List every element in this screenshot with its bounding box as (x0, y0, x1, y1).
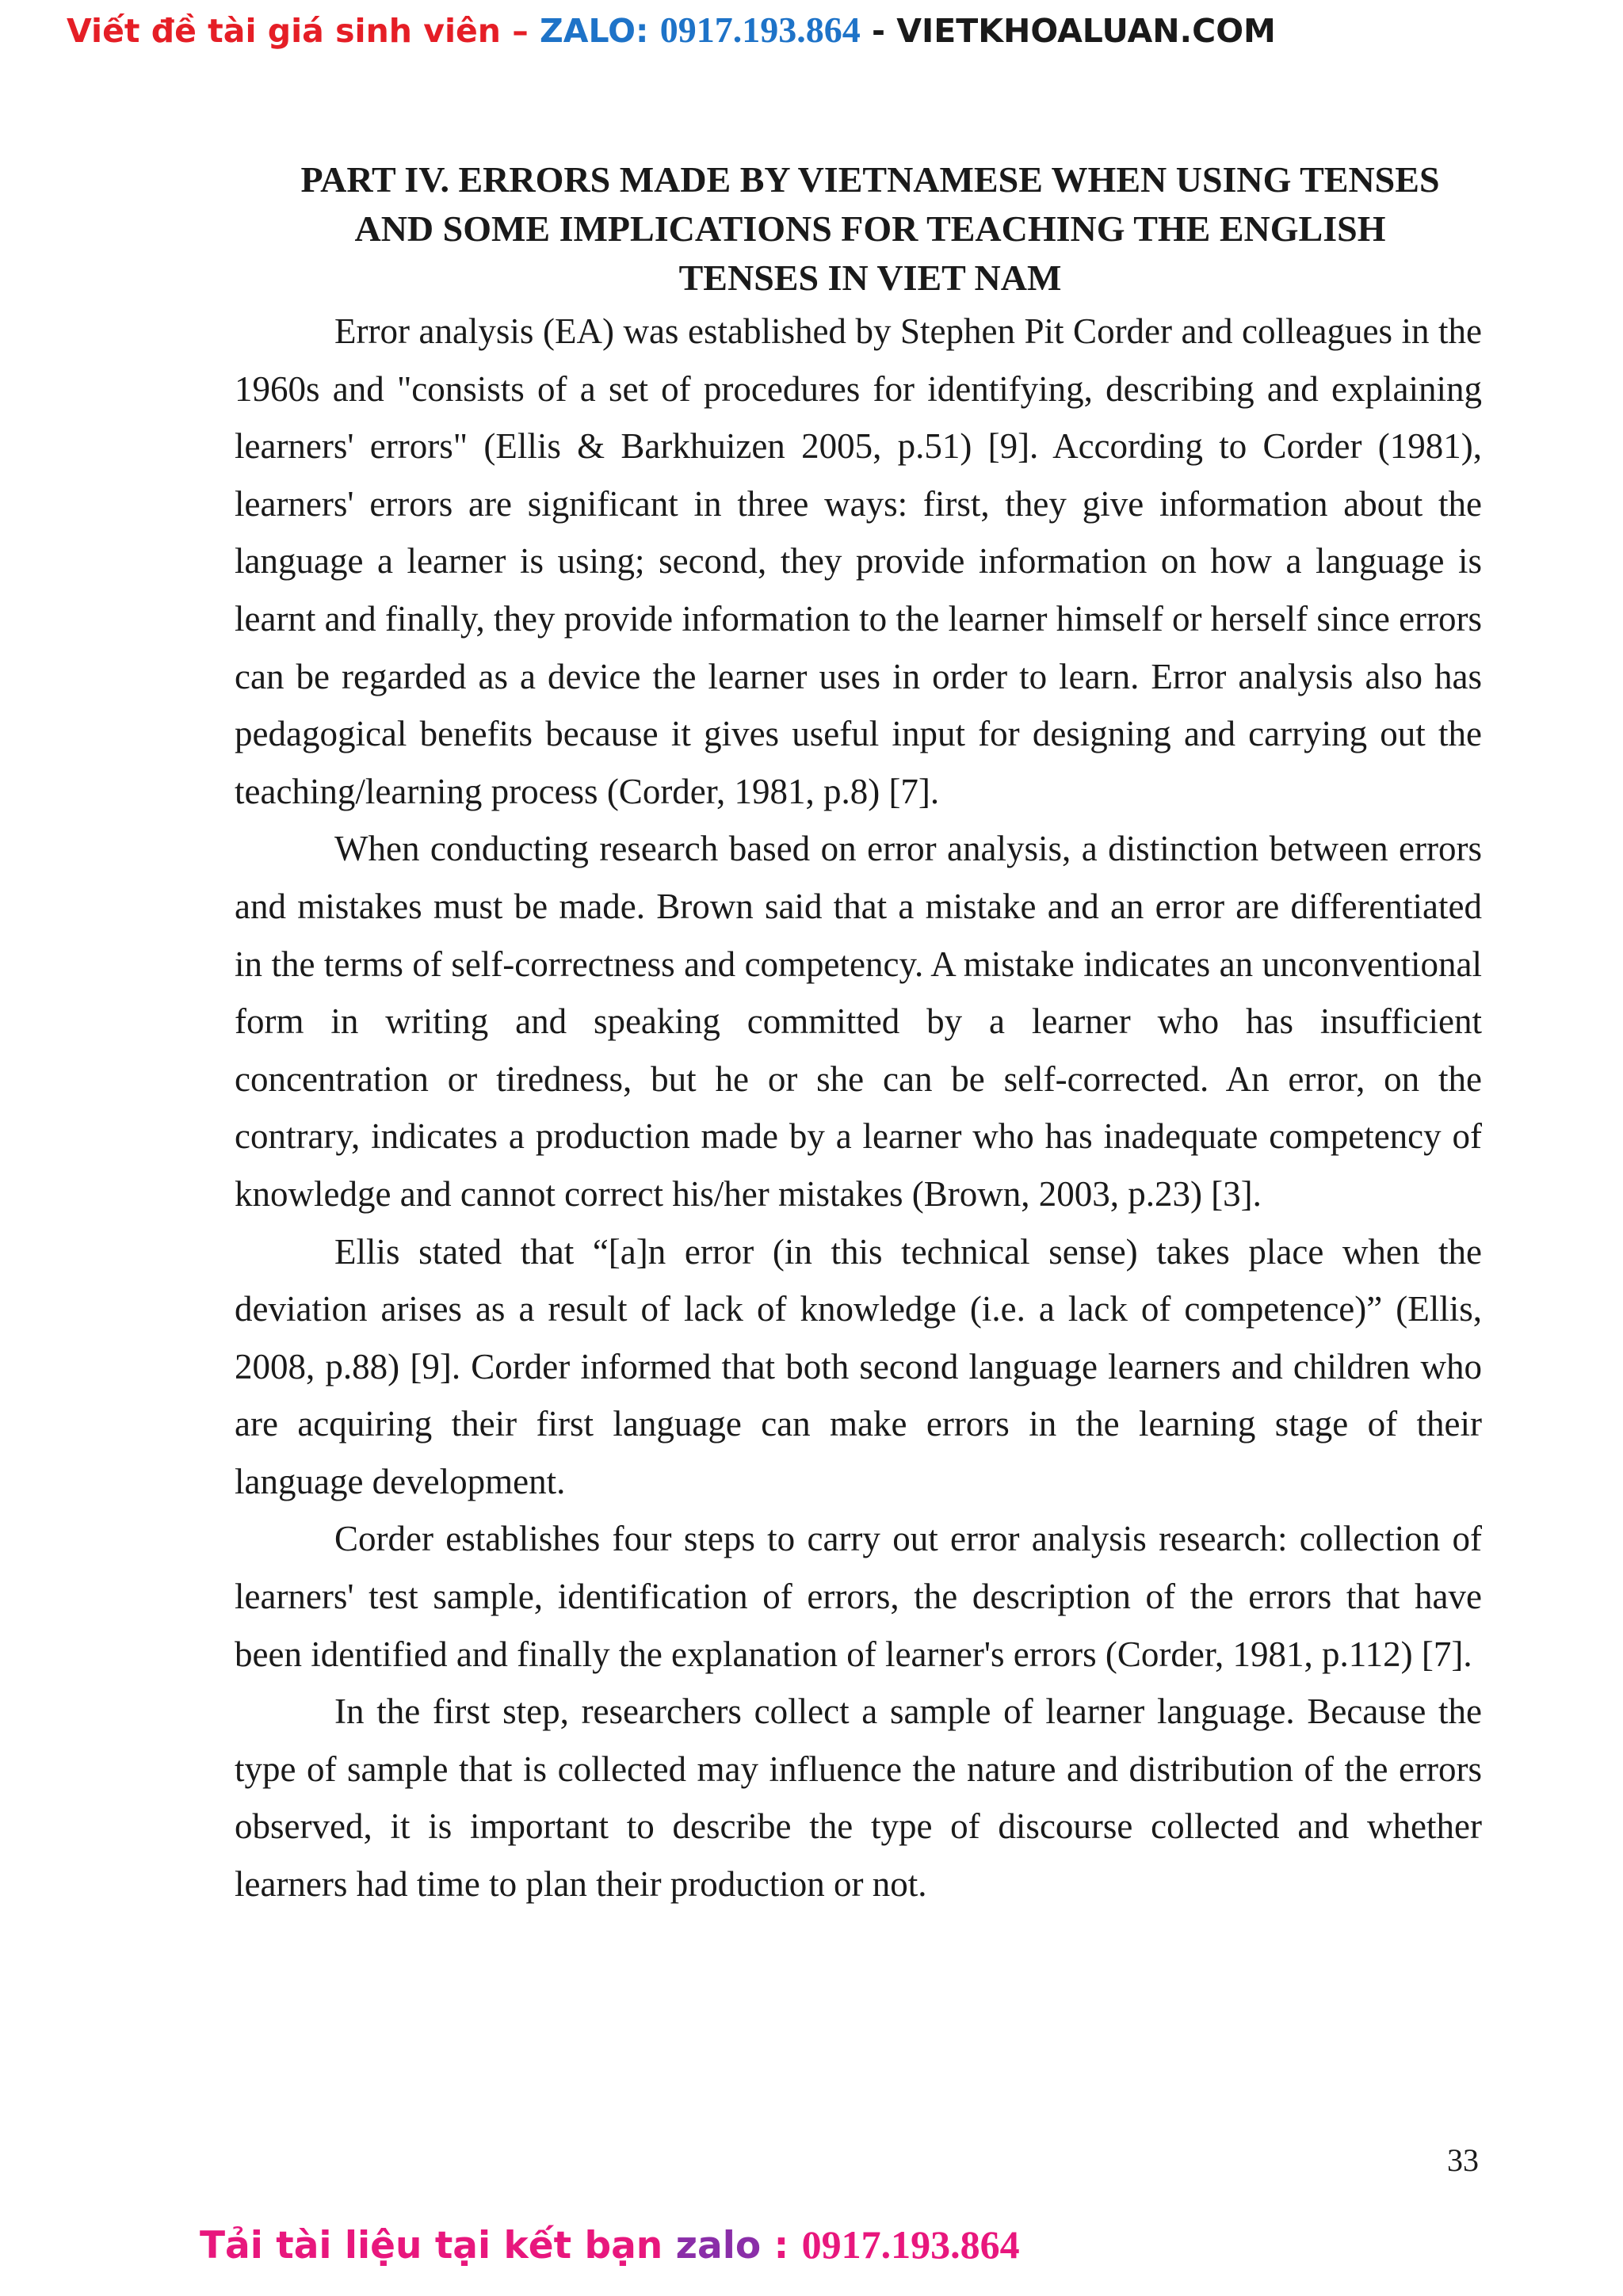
footer-banner-zalo-label: zalo (675, 2224, 762, 2267)
title-line-1: PART IV. ERRORS MADE BY VIETNAMESE WHEN USING TENSES (300, 159, 1440, 200)
footer-banner-text: Tải tài liệu tại kết bạn (200, 2224, 676, 2267)
footer-banner-separator: : (761, 2224, 802, 2267)
header-banner-phone: 0917.193.864 (659, 10, 861, 50)
paragraph-4: Corder establishes four steps to carry out error analysis research: collection of learners' test sample, identification of errors, the description of the errors that have been identified and finally the explanation of learner's errors (Corder, 1981, p.112) [7]. (235, 1519, 1482, 1674)
paragraph-2: When conducting research based on error analysis, a distinction between errors and mistakes must be made. Brown said that a mistake and an error are differentiated in the terms of self-correctness and competency. A mistake indicates an unconventional form in writing and speaking committed by a learner who has insufficient concentration or tiredness, but he or she can be self-corrected. An error, on the contrary, indicates a production made by a learner who has inadequate competency of knowledge and cannot correct his/her mistakes (Brown, 2003, p.23) [3]. (235, 829, 1482, 1214)
header-banner-website: - VIETKHOALUAN.COM (860, 12, 1276, 50)
paragraph-5: In the first step, researchers collect a sample of learner language. Because the type of sample that is collected may influence the nature and distribution of the errors observed, it is important to describe the type of discourse collected and whether learners had time to plan their production or not. (235, 1691, 1482, 1905)
document-body (235, 155, 1482, 1913)
page-number: 33 (1447, 2142, 1479, 2178)
title-line-2: AND SOME IMPLICATIONS FOR TEACHING THE ENGLISH (354, 208, 1386, 249)
footer-banner (200, 2217, 1020, 2272)
page-title (235, 155, 1482, 303)
header-banner-service-text: Viết đề tài giá sinh viên – (67, 12, 540, 50)
paragraph-1: Error analysis (EA) was established by Stephen Pit Corder and colleagues in the 1960s and "consists of a set of procedures for identifying, describing and explaining learners' errors" (Ellis & Barkhuizen 2005, p.51) [9]. According to Corder (1981), learners' errors are significant in three ways: first, they give information about the language a learner is using; second, they provide information on how a language is learnt and finally, they provide information to the learner himself or herself since errors can be regarded as a device the learner uses in order to learn. Error analysis also has pedagogical benefits because it gives useful input for designing and carrying out the teaching/learning process (Corder, 1981, p.8) [7]. (235, 311, 1483, 811)
title-line-3: TENSES IN VIET NAM (678, 257, 1062, 298)
footer-banner-phone: 0917.193.864 (801, 2222, 1020, 2267)
paragraph-3: Ellis stated that “[a]n error (in this technical sense) takes place when the deviation arises as a result of lack of knowledge (i.e. a lack of competence)” (Ellis, 2008, p.88) [9]. Corder informed that both second language learners and children who are acquiring their first language can make errors in the learning stage of their language development. (235, 1231, 1482, 1501)
header-banner (67, 5, 1276, 55)
header-banner-zalo-label: ZALO: (540, 12, 660, 50)
